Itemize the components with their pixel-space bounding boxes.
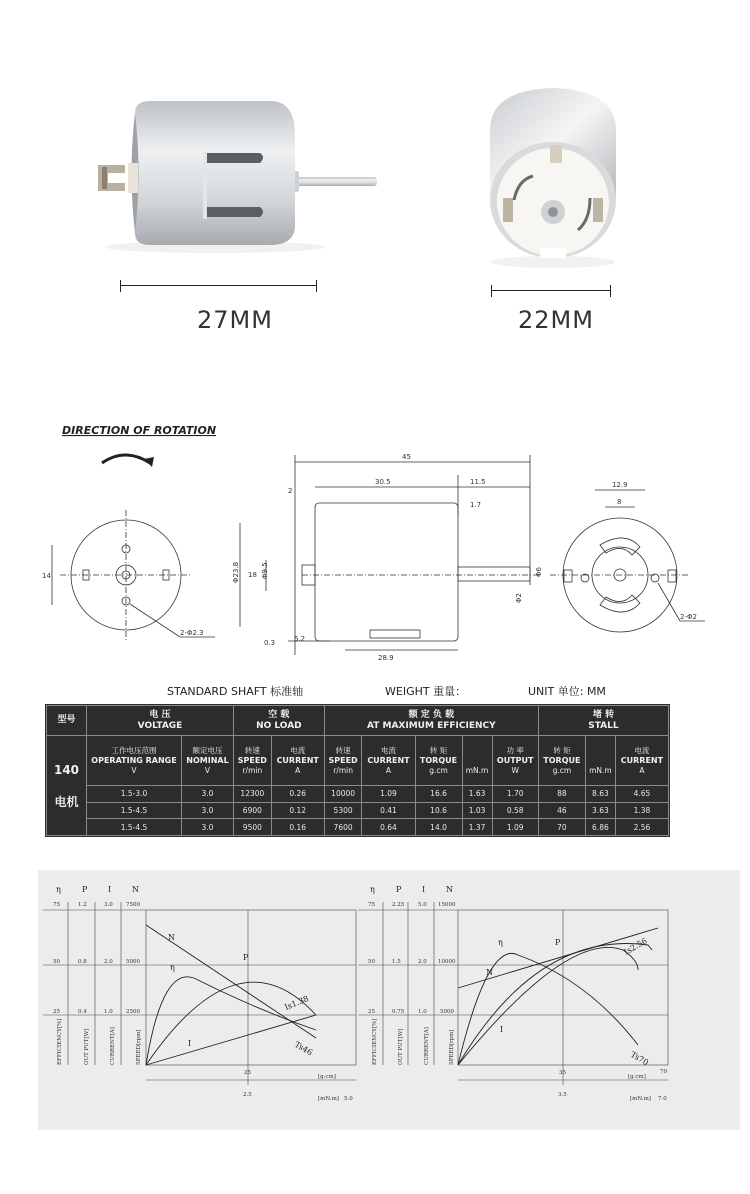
dim-5-2: 5.2 <box>294 635 306 643</box>
noload-header: 空 载 NO LOAD <box>234 706 325 736</box>
right-tick: 1.0 <box>418 1009 427 1015</box>
left-tick: 2500 <box>126 1009 140 1015</box>
right-x-tick: 35 <box>559 1070 566 1076</box>
right-x-tick: 70 <box>660 1069 667 1075</box>
table-row: 1.5-4.5 3.0 6900 0.12 5300 0.41 10.6 1.03 0.58 46 3.63 1.38 <box>47 802 669 819</box>
right-head-eta: η <box>370 885 375 894</box>
noload-speed-header: 转速 SPEED r/min <box>234 736 272 786</box>
right-curve-chart <box>358 885 668 1102</box>
right-tick: 15000 <box>438 902 456 908</box>
left-efficiency-curve <box>146 977 316 1065</box>
maxeff-torque-gcm-header: 转 矩 TORQUE g.cm <box>415 736 462 786</box>
direction-of-rotation-title: DIRECTION OF ROTATION <box>62 424 217 437</box>
right-tick: 50 <box>368 959 375 965</box>
left-tick: 50 <box>53 959 60 965</box>
left-vlabel: EFFICIENCY[%] <box>57 1018 63 1065</box>
weight-label: WEIGHT 重量： <box>385 685 467 698</box>
left-x-tick: 2.5 <box>243 1092 252 1098</box>
diameter-22mm-label: 22MM <box>518 306 594 334</box>
right-tick: 2.25 <box>392 902 405 908</box>
table-row: 1.5-4.5 3.0 9500 0.16 7600 0.64 14.0 1.37 1.09 70 6.86 2.56 <box>47 819 669 836</box>
left-head-eta: η <box>56 885 61 894</box>
maxeff-current-header: 电流 CURRENT A <box>362 736 415 786</box>
model-cell: 140 电机 <box>47 736 87 836</box>
dim-18: 18 <box>248 571 257 579</box>
right-label-eta: η <box>498 938 503 947</box>
left-label-n: N <box>168 933 175 942</box>
right-x-tick: 7.0 <box>658 1096 667 1102</box>
right-label-n: N <box>486 968 493 977</box>
width-27mm-dimension <box>120 285 317 295</box>
stall-current-header: 电流 CURRENT A <box>615 736 668 786</box>
left-x-tick: 5.0 <box>344 1096 353 1102</box>
right-tick: 5000 <box>440 1009 454 1015</box>
dim-2: 2 <box>288 487 293 495</box>
right-label-ts: Ts70 <box>629 1049 650 1068</box>
maxeff-header: 额 定 负 载 AT MAXIMUM EFFICIENCY <box>324 706 538 736</box>
unit-label: UNIT 单位: MM <box>528 685 606 698</box>
maxeff-speed-header: 转速 SPEED r/min <box>324 736 362 786</box>
table-row: 1.5-3.0 3.0 12300 0.26 10000 1.09 16.6 1.63 1.70 88 8.63 4.65 <box>47 786 669 803</box>
right-efficiency-curve <box>458 953 638 1065</box>
dim-1-7: 1.7 <box>470 501 482 509</box>
dim-11-5: 11.5 <box>470 478 486 486</box>
dim-2b: Φ2 <box>515 593 523 603</box>
dim-28-9: 28.9 <box>378 654 394 662</box>
left-x-unit: [mN.m] <box>318 1096 339 1102</box>
left-curve-chart <box>43 885 356 1102</box>
left-tick: 5000 <box>126 959 140 965</box>
left-vlabel: CURRENT[A] <box>110 1027 116 1065</box>
stall-torque-mnm-header: mN.m <box>585 736 615 786</box>
right-vlabel: OUT PUT[W] <box>398 1028 404 1065</box>
right-tick: 25 <box>368 1009 375 1015</box>
left-x-tick: 25 <box>244 1070 251 1076</box>
stall-header: 堵 转 STALL <box>538 706 668 736</box>
left-output-curve <box>146 982 316 1065</box>
technical-drawing <box>40 415 740 670</box>
front-view <box>52 510 215 640</box>
right-x-unit: [g.cm] <box>628 1074 646 1080</box>
left-tick: 25 <box>53 1009 60 1015</box>
motor-side-photo <box>80 95 390 255</box>
left-head-i: I <box>108 885 112 894</box>
right-tick: 75 <box>368 902 375 908</box>
left-vlabel: OUT PUT[W] <box>84 1028 90 1065</box>
dim-45: 45 <box>402 453 411 461</box>
dim-30-5: 30.5 <box>375 478 391 486</box>
diameter-22mm-dimension <box>491 290 611 300</box>
right-tick: 10000 <box>438 959 456 965</box>
width-27mm-label: 27MM <box>197 306 273 334</box>
left-tick: 1.0 <box>104 1009 113 1015</box>
voltage-header: 电 压 VOLTAGE <box>87 706 234 736</box>
right-tick: 5.0 <box>418 902 427 908</box>
left-tick: 0.4 <box>78 1009 87 1015</box>
nominal-header: 额定电压 NOMINAL V <box>182 736 234 786</box>
right-label-p: P <box>555 938 561 947</box>
stall-torque-gcm-header: 转 矩 TORQUE g.cm <box>538 736 585 786</box>
left-tick: 2.0 <box>104 959 113 965</box>
dim-hole-left: 2-Φ2.3 <box>180 629 204 637</box>
left-label-is: Is1.38 <box>283 994 311 1012</box>
standard-shaft-label: STANDARD SHAFT 标准轴 <box>167 685 304 698</box>
right-vlabel: EFFICIENCY[%] <box>372 1018 378 1065</box>
noload-current-header: 电流 CURRENT A <box>271 736 324 786</box>
motor-end-photo <box>478 80 628 270</box>
right-tick: 1.5 <box>392 959 401 965</box>
right-speed-curve <box>458 944 652 1066</box>
left-x-unit: [g.cm] <box>318 1074 336 1080</box>
right-label-is: Is2.56 <box>622 936 649 957</box>
right-current-curve <box>458 928 658 988</box>
dim-6: Φ6 <box>535 567 543 577</box>
left-current-curve <box>146 1015 316 1065</box>
model-header: 型号 <box>47 706 87 736</box>
right-vlabel: CURRENT[A] <box>424 1027 430 1065</box>
performance-curves <box>38 870 740 1130</box>
dim-23-8: Φ23.8 <box>232 561 240 583</box>
right-head-p: P <box>396 885 402 894</box>
right-x-tick: 3.5 <box>558 1092 567 1098</box>
left-tick: 3.0 <box>104 902 113 908</box>
spec-table <box>45 704 670 837</box>
dim-8: 8 <box>617 498 622 506</box>
left-tick: 7500 <box>126 902 140 908</box>
left-label-p: P <box>243 953 249 962</box>
right-tick: 0.75 <box>392 1009 405 1015</box>
left-tick: 0.8 <box>78 959 87 965</box>
left-vlabel: SPEED[rpm] <box>136 1029 142 1065</box>
dim-12-9: 12.9 <box>612 481 628 489</box>
right-vlabel: SPEED[rpm] <box>449 1029 455 1065</box>
left-label-i: I <box>188 1039 192 1048</box>
op-range-header: 工作电压范围 OPERATING RANGE V <box>87 736 182 786</box>
product-photos <box>0 0 750 395</box>
dim-hole-right: 2-Φ2 <box>680 613 697 621</box>
maxeff-torque-mnm-header: mN.m <box>462 736 492 786</box>
rear-view <box>550 490 705 632</box>
right-tick: 2.0 <box>418 959 427 965</box>
right-x-unit: [mN.m] <box>630 1096 651 1102</box>
spec-meta <box>0 680 750 700</box>
right-label-i: I <box>500 1025 504 1034</box>
left-head-n: N <box>132 885 139 894</box>
maxeff-output-header: 功 率 OUTPUT W <box>492 736 538 786</box>
left-label-ts: Ts46 <box>293 1039 314 1058</box>
left-head-p: P <box>82 885 88 894</box>
left-tick: 75 <box>53 902 60 908</box>
right-head-i: I <box>422 885 426 894</box>
dim-0-3: 0.3 <box>264 639 276 647</box>
right-head-n: N <box>446 885 453 894</box>
dim-9-5: Φ9.5 <box>261 562 269 579</box>
left-tick: 1.2 <box>78 902 87 908</box>
dim-14: 14 <box>42 572 51 580</box>
left-label-eta: η <box>170 963 175 972</box>
